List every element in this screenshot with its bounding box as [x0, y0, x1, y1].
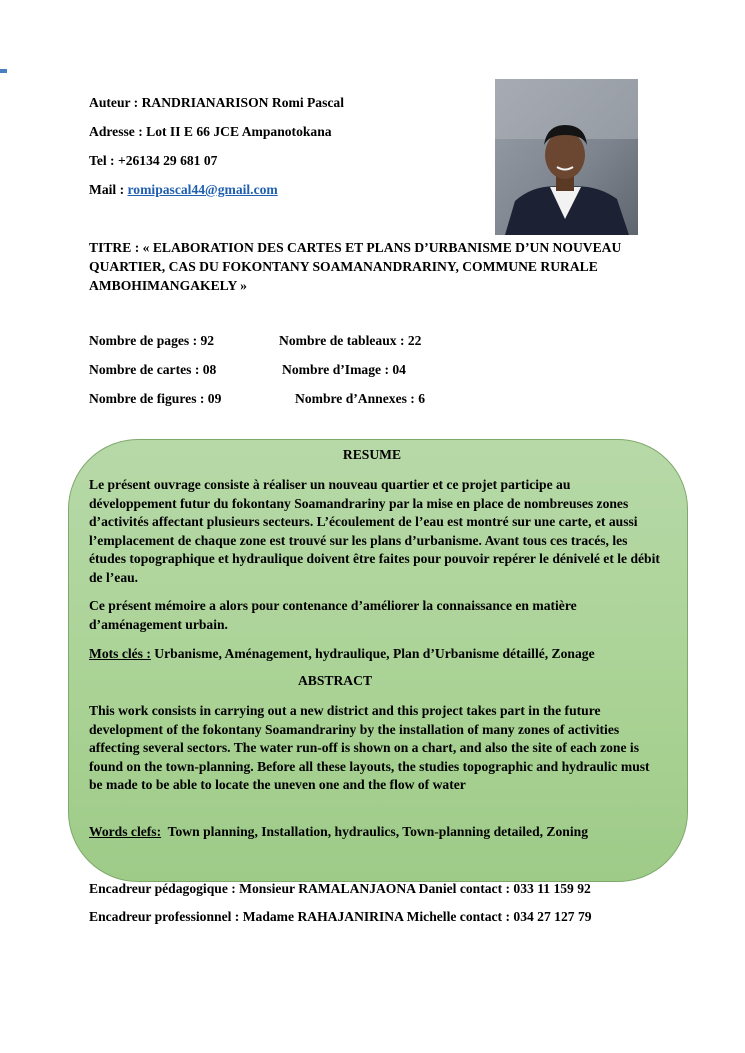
stat-figures: Nombre de figures : 09	[89, 391, 222, 406]
supervisor-pedagogique: Encadreur pédagogique : Monsieur RAMALANJAONA Daniel contact : 033 11 159 92	[89, 881, 591, 896]
abstract-keywords-text: Town planning, Installation, hydraulics, Town-planning detailed, Zoning	[161, 824, 588, 839]
abstract-keywords	[89, 823, 661, 842]
author-name: Auteur : RANDRIANARISON Romi Pascal	[89, 95, 345, 110]
stat-cartes: Nombre de cartes : 08	[89, 362, 217, 377]
author-phone: Tel : +26134 29 681 07	[89, 153, 218, 168]
resume-heading: RESUME	[342, 447, 402, 462]
resume-paragraph-2: Ce présent mémoire a alors pour contenance d’améliorer la connaissance en matière d’aménagement urbain.	[89, 598, 577, 632]
resume-keywords	[89, 645, 661, 664]
author-photo	[495, 79, 638, 235]
document-title: TITRE : « ELABORATION DES CARTES ET PLANS D’URBANISME D’UN NOUVEAU QUARTIER, CAS DU FOKONTANY SOAMANANDRARINY, COMMUNE RURALE AMBOHIMANGAKELY »	[89, 240, 622, 293]
author-photo-image	[495, 79, 638, 235]
abstract-paragraph: This work consists in carrying out a new district and this project takes part in the future development of the fokontany Soamandrariny by the installation of many zones of activities affecting several sectors. The water run-off is shown on a chart, and also the site of each zone is found on the town-planning. Before all these layouts, the studies topographic and hydraulic must be made to be able to locate the uneven one and the flow of water	[89, 703, 650, 793]
resume-keywords-label: Mots clés :	[89, 646, 151, 661]
stat-pages: Nombre de pages : 92	[89, 333, 215, 348]
author-address: Adresse : Lot II E 66 JCE Ampanotokana	[89, 124, 332, 139]
mail-link[interactable]: romipascal44@gmail.com	[127, 182, 278, 197]
supervisor-professionnel: Encadreur professionnel : Madame RAHAJANIRINA Michelle contact : 034 27 127 79	[89, 909, 592, 924]
stat-tableaux: Nombre de tableaux : 22	[279, 333, 422, 348]
abstract-keywords-label: Words clefs:	[89, 824, 162, 839]
corner-mark	[0, 69, 7, 73]
stat-images: Nombre d’Image : 04	[282, 362, 406, 377]
author-mail	[89, 182, 278, 198]
mail-label: Mail :	[89, 182, 128, 197]
stat-annexes: Nombre d’Annexes : 6	[295, 391, 426, 406]
resume-paragraph-1: Le présent ouvrage consiste à réaliser un nouveau quartier et ce projet participe au développement futur du fokontany Soamandrariny par la mise en place de nombreuses zones d’activités affectant plusieurs secteurs. L’écoulement de l’eau est montré sur une carte, et aussi l’emplacement de chaque zone est trouvé sur les plans d’urbanisme. Avant tous ces tracés, les études topographique et hydraulique doivent être faites pour pouvoir repérer le dénivelé et le débit de l’eau.	[89, 477, 660, 585]
abstract-heading: ABSTRACT	[297, 673, 373, 688]
resume-keywords-text: Urbanisme, Aménagement, hydraulique, Plan d’Urbanisme détaillé, Zonage	[150, 646, 595, 661]
